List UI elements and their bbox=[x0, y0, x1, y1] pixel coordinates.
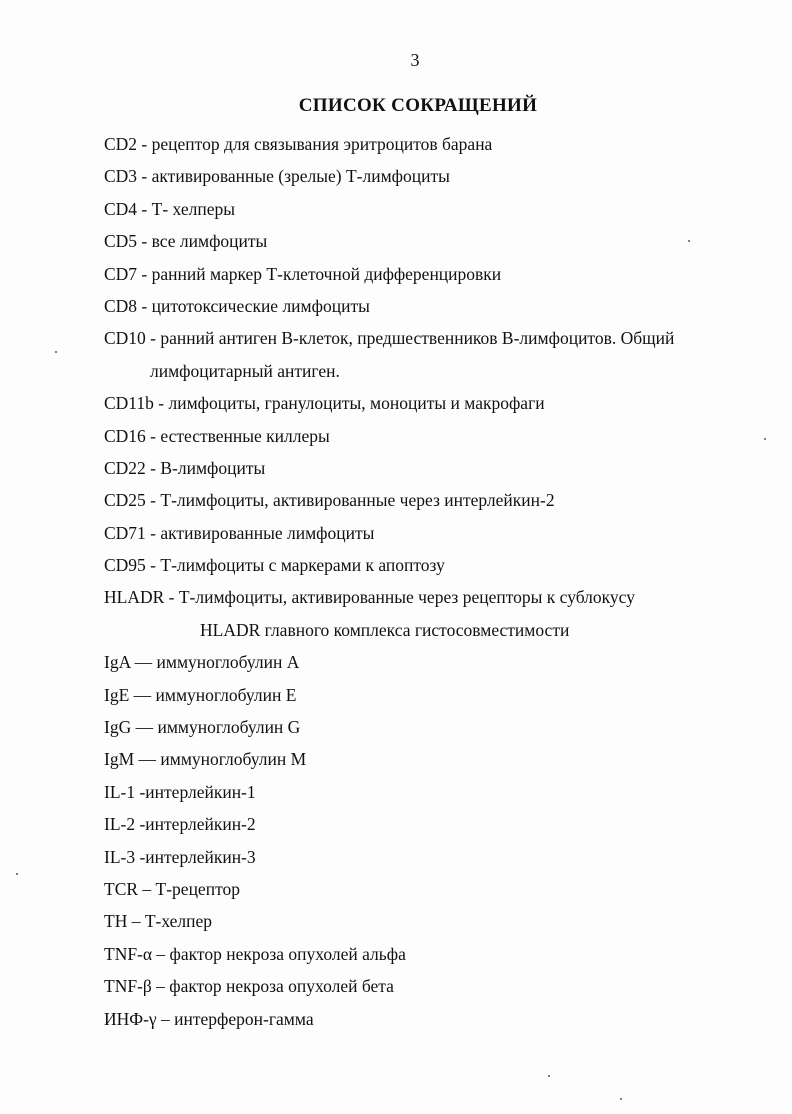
abbreviation-entry: TNF-β – фактор некроза опухолей бета bbox=[104, 976, 394, 997]
abbreviation-entry-continuation: лимфоцитарный антиген. bbox=[150, 360, 340, 381]
scan-speck bbox=[688, 240, 690, 242]
abbreviation-entry: CD71 - активированные лимфоциты bbox=[104, 522, 375, 543]
abbreviation-entry: TNF-α – фактор некроза опухолей альфа bbox=[104, 943, 406, 964]
abbreviation-entry: TCR – Т-рецептор bbox=[104, 878, 240, 899]
abbreviation-entry: CD95 - Т-лимфоциты с маркерами к апоптозу bbox=[104, 555, 445, 576]
abbreviation-entry: IgM — иммуноглобулин M bbox=[104, 749, 307, 770]
scan-speck bbox=[55, 351, 57, 353]
scan-speck bbox=[764, 438, 766, 440]
page-number: 3 bbox=[410, 50, 420, 70]
scan-speck bbox=[16, 873, 18, 875]
abbreviation-entry: HLADR - Т-лимфоциты, активированные через рецепторы к сублокусу bbox=[104, 587, 635, 608]
abbreviation-entry: CD2 - рецептор для связывания эритроцитов барана bbox=[104, 134, 493, 154]
abbreviation-entry: IL-3 -интерлейкин-3 bbox=[104, 846, 256, 867]
abbreviation-entry: CD11b - лимфоциты, гранулоциты, моноциты и макрофаги bbox=[104, 393, 545, 414]
scan-speck bbox=[620, 1098, 622, 1100]
abbreviation-entry: IL-2 -интерлейкин-2 bbox=[104, 814, 256, 835]
abbreviation-entry-continuation: HLADR главного комплекса гистосовместимости bbox=[200, 619, 570, 640]
abbreviation-entry: TH – Т-хелпер bbox=[104, 911, 213, 932]
abbreviation-entry: CD5 - все лимфоциты bbox=[104, 231, 268, 252]
abbreviation-entry: CD3 - активированные (зрелые) Т-лимфоциты bbox=[104, 166, 450, 187]
abbreviation-entry: CD7 - ранний маркер Т-клеточной дифференцировки bbox=[104, 263, 502, 284]
abbreviation-entry: ИНФ-γ – интерферон-гамма bbox=[104, 1008, 314, 1029]
page-title: СПИСОК СОКРАЩЕНИЙ bbox=[298, 95, 538, 116]
abbreviation-entry: CD4 - Т- хелперы bbox=[104, 198, 235, 219]
abbreviation-entry: CD8 - цитотоксические лимфоциты bbox=[104, 295, 370, 316]
abbreviation-list bbox=[104, 128, 754, 1035]
abbreviation-entry: CD22 - В-лимфоциты bbox=[104, 457, 266, 478]
abbreviation-entry: IgE — иммуноглобулин E bbox=[104, 684, 297, 705]
abbreviation-entry: CD16 - естественные киллеры bbox=[104, 425, 330, 446]
scan-speck bbox=[548, 1075, 550, 1077]
abbreviation-entry: IgG — иммуноглобулин G bbox=[104, 717, 301, 738]
abbreviation-entry: IgA — иммуноглобулин A bbox=[104, 652, 300, 673]
abbreviation-entry: CD10 - ранний антиген В-клеток, предшественников В-лимфоцитов. Общий bbox=[104, 328, 675, 349]
abbreviation-entry: CD25 - Т-лимфоциты, активированные через интерлейкин-2 bbox=[104, 490, 555, 511]
abbreviation-entry: IL-1 -интерлейкин-1 bbox=[104, 781, 256, 802]
